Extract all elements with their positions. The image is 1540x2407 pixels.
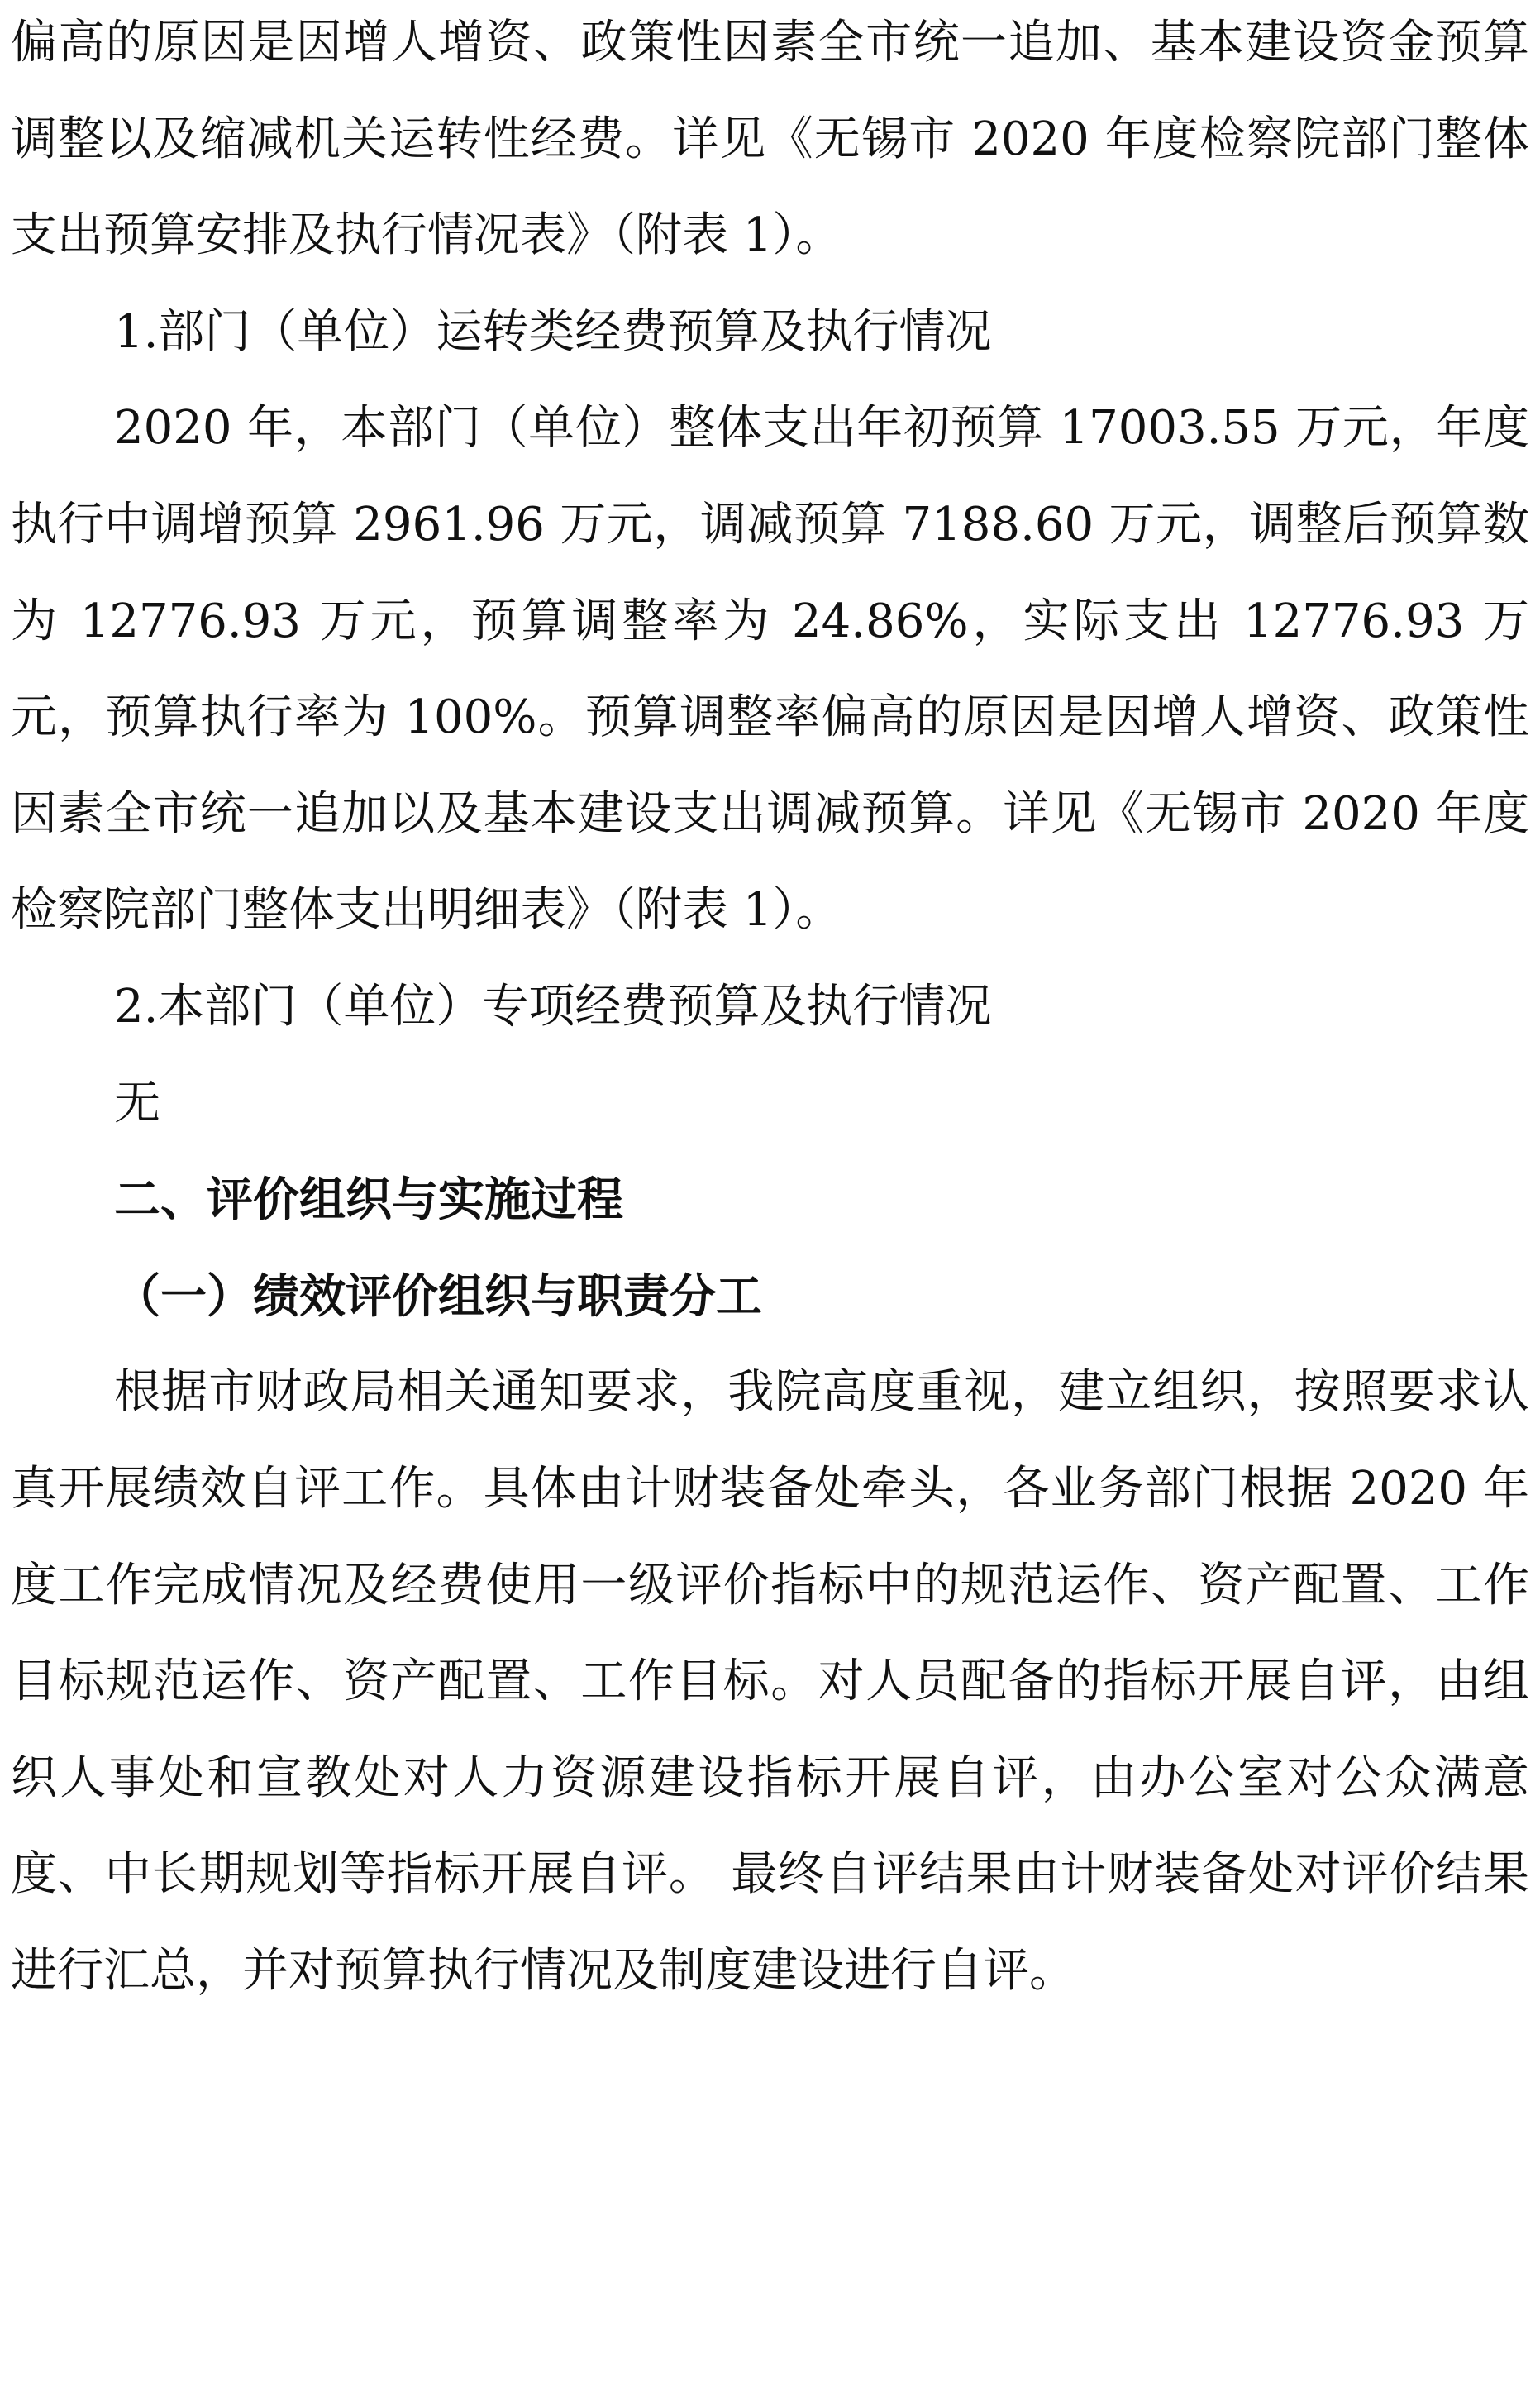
paragraph-special-funds-none: 无	[114, 1076, 160, 1130]
heading-special-funds: 2.本部门（单位）专项经费预算及执行情况	[114, 979, 992, 1034]
paragraph-operating-funds-details: 2020 年，本部门（单位）整体支出年初预算 17003.55 万元，年度执行中调增预算 2961.96 万元，调减预算 7188.60 万元，调整后预算数为 12776.93 万元，预算调整率为 24.86%，实际支出 12776.93 万元，预算执行率为 100%。预算调整率偏高的原因是因增人增资、政策性因素全市统一追加以及基本建设支出调减预算。详见《无锡市 2020 年度检察院部门整体支出明细表》（附表 1）。	[11, 401, 1529, 938]
subsection-heading-organization: （一）绩效评价组织与职责分工	[114, 1268, 762, 1324]
paragraph-budget-adjustment-reason: 偏高的原因是因增人增资、政策性因素全市统一追加、基本建设资金预算调整以及缩减机关运转性经费。详见《无锡市 2020 年度检察院部门整体支出预算安排及执行情况表》（附表 1）。	[11, 16, 1529, 263]
heading-operating-funds: 1.部门（单位）运转类经费预算及执行情况	[114, 304, 992, 359]
paragraph-organization-details: 根据市财政局相关通知要求，我院高度重视，建立组织，按照要求认真开展绩效自评工作。具体由计财装备处牵头，各业务部门根据 2020 年度工作完成情况及经费使用一级评价指标中的规范运作、资产配置、工作目标规范运作、资产配置、工作目标。对人员配备的指标开展自评，由组织人事处和宣教处对人力资源建设指标开展自评，由办公室对公众满意度、中长期规划等指标开展自评。 最终自评结果由计财装备处对评价结果进行汇总，并对预算执行情况及制度建设进行自评。	[11, 1365, 1529, 1998]
section-heading-evaluation-process: 二、评价组织与实施过程	[114, 1172, 623, 1228]
